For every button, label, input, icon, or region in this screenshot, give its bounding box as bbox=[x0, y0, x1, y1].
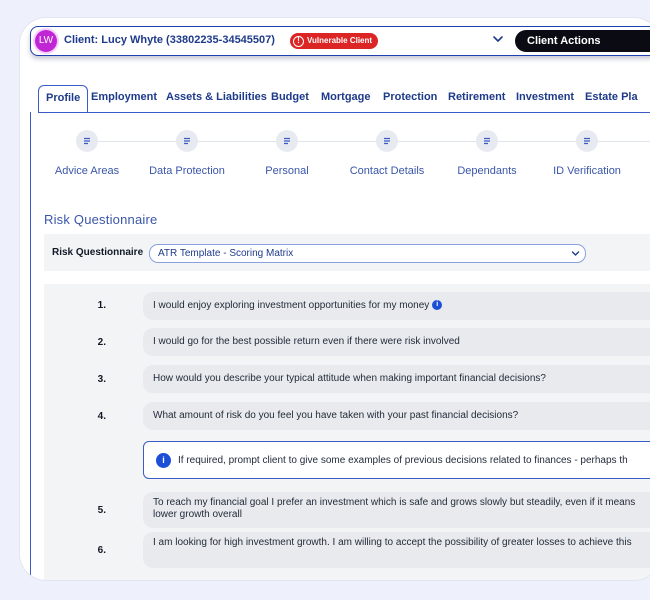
tab-employment[interactable]: Employment bbox=[91, 91, 158, 103]
info-icon[interactable]: i bbox=[432, 300, 442, 310]
select-value: ATR Template - Scoring Matrix bbox=[158, 248, 294, 259]
question-number: 6. bbox=[97, 545, 106, 556]
vulnerable-client-badge[interactable] bbox=[290, 33, 378, 49]
question-item[interactable] bbox=[143, 492, 650, 528]
risk-questionnaire-row bbox=[44, 234, 650, 271]
step-personal[interactable] bbox=[232, 130, 342, 177]
question-text: How would you describe your typical attitude when making important financial decisions? bbox=[153, 373, 546, 384]
question-item[interactable] bbox=[143, 292, 650, 320]
tab-assets-liabilities[interactable]: Assets & Liabilities bbox=[166, 91, 267, 103]
document-icon bbox=[376, 130, 398, 152]
question-text: I would go for the best possible return even if there were risk involved bbox=[153, 336, 460, 347]
question-item[interactable] bbox=[143, 532, 650, 568]
chevron-down-icon bbox=[570, 248, 581, 259]
document-icon bbox=[276, 130, 298, 152]
question-text: I am looking for high investment growth. I am willing to accept the possibility of greater losses to achieve this bbox=[153, 537, 632, 548]
risk-questionnaire-select[interactable] bbox=[149, 244, 586, 263]
tab-budget[interactable]: Budget bbox=[271, 91, 309, 103]
tab-profile[interactable]: Profile bbox=[38, 85, 88, 113]
client-actions-button[interactable]: Client Actions bbox=[515, 30, 650, 52]
question-text: I would enjoy exploring investment opportunities for my money bbox=[153, 300, 430, 311]
step-label: Personal bbox=[265, 165, 309, 177]
step-label: ID Verification bbox=[553, 165, 621, 177]
question-item[interactable] bbox=[143, 328, 650, 356]
client-bar bbox=[30, 26, 650, 56]
step-data-protection[interactable] bbox=[132, 130, 242, 177]
question-text: To reach my financial goal I prefer an investment which is safe and grows slowly but steadily, even if it means lower growth overall bbox=[153, 497, 636, 520]
tab-estate-planning[interactable]: Estate Pla bbox=[585, 91, 638, 103]
info-note bbox=[143, 441, 650, 479]
question-number: 2. bbox=[97, 337, 106, 348]
questions-panel bbox=[44, 284, 650, 580]
question-number: 3. bbox=[97, 374, 106, 385]
client-name: Client: Lucy Whyte (33802235-34545507) bbox=[64, 34, 275, 46]
step-advice-areas[interactable] bbox=[32, 130, 142, 177]
step-label: Data Protection bbox=[149, 165, 225, 177]
document-icon bbox=[176, 130, 198, 152]
question-text: What amount of risk do you feel you have taken with your past financial decisions? bbox=[153, 410, 519, 421]
question-item[interactable] bbox=[143, 365, 650, 393]
vulnerable-client-label: Vulnerable Client bbox=[307, 36, 373, 45]
tab-investment[interactable]: Investment bbox=[516, 91, 575, 103]
question-number: 5. bbox=[97, 505, 106, 516]
app-frame bbox=[20, 18, 650, 580]
document-icon bbox=[76, 130, 98, 152]
tab-retirement[interactable]: Retirement bbox=[448, 91, 506, 103]
tab-divider bbox=[38, 112, 650, 113]
document-icon bbox=[476, 130, 498, 152]
info-icon: i bbox=[156, 453, 171, 468]
section-title: Risk Questionnaire bbox=[44, 212, 158, 227]
step-label: Contact Details bbox=[349, 165, 425, 177]
main-tabs bbox=[38, 85, 650, 112]
question-item[interactable] bbox=[143, 402, 650, 430]
tab-protection[interactable]: Protection bbox=[383, 91, 438, 103]
question-number: 1. bbox=[97, 300, 106, 311]
risk-questionnaire-label: Risk Questionnaire bbox=[52, 247, 144, 258]
tab-mortgage[interactable]: Mortgage bbox=[321, 91, 371, 103]
step-label: Advice Areas bbox=[54, 165, 120, 177]
step-id-verification[interactable] bbox=[532, 130, 642, 177]
info-note-text: If required, prompt client to give some examples of previous decisions related to finances - perhaps th bbox=[178, 455, 628, 466]
step-label: Dependants bbox=[457, 165, 517, 177]
avatar[interactable]: LW bbox=[35, 30, 57, 52]
warning-icon: ! bbox=[293, 36, 304, 47]
step-dependants[interactable] bbox=[432, 130, 542, 177]
question-number: 4. bbox=[97, 411, 106, 422]
chevron-down-icon[interactable] bbox=[491, 32, 505, 46]
content-border bbox=[30, 112, 31, 580]
document-icon bbox=[576, 130, 598, 152]
step-contact-details[interactable] bbox=[332, 130, 442, 177]
